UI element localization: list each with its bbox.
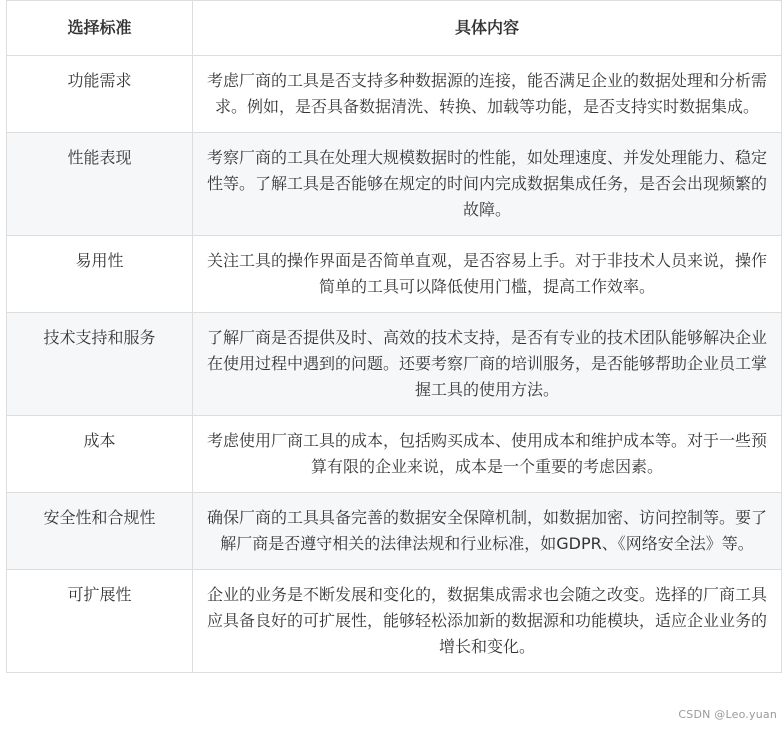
table-header xyxy=(7,1,782,56)
table-row xyxy=(7,56,782,133)
table-row xyxy=(7,133,782,236)
table-row xyxy=(7,416,782,493)
content-cell: 了解厂商是否提供及时、高效的技术支持，是否有专业的技术团队能够解决企业在使用过程中遇到的问题。还要考察厂商的培训服务，是否能够帮助企业员工掌握工具的使用方法。 xyxy=(193,313,782,416)
criterion-cell: 易用性 xyxy=(7,236,193,313)
selection-criteria-table xyxy=(6,0,782,673)
content-cell: 企业的业务是不断发展和变化的，数据集成需求也会随之改变。选择的厂商工具应具备良好的可扩展性，能够轻松添加新的数据源和功能模块，适应企业业务的增长和变化。 xyxy=(193,570,782,673)
table-row xyxy=(7,313,782,416)
watermark: CSDN @Leo.yuan xyxy=(678,708,777,721)
content-cell: 确保厂商的工具具备完善的数据安全保障机制，如数据加密、访问控制等。要了解厂商是否遵守相关的法律法规和行业标准，如GDPR、《网络安全法》等。 xyxy=(193,493,782,570)
table-row xyxy=(7,493,782,570)
content-cell: 考察厂商的工具在处理大规模数据时的性能，如处理速度、并发处理能力、稳定性等。了解工具是否能够在规定的时间内完成数据集成任务，是否会出现频繁的故障。 xyxy=(193,133,782,236)
table-body xyxy=(7,56,782,673)
header-criterion: 选择标准 xyxy=(7,1,193,56)
criterion-cell: 性能表现 xyxy=(7,133,193,236)
header-content: 具体内容 xyxy=(193,1,782,56)
content-cell: 关注工具的操作界面是否简单直观，是否容易上手。对于非技术人员来说，操作简单的工具可以降低使用门槛，提高工作效率。 xyxy=(193,236,782,313)
table-row xyxy=(7,236,782,313)
criterion-cell: 功能需求 xyxy=(7,56,193,133)
criterion-cell: 可扩展性 xyxy=(7,570,193,673)
criterion-cell: 技术支持和服务 xyxy=(7,313,193,416)
criterion-cell: 安全性和合规性 xyxy=(7,493,193,570)
content-cell: 考虑厂商的工具是否支持多种数据源的连接，能否满足企业的数据处理和分析需求。例如，是否具备数据清洗、转换、加载等功能，是否支持实时数据集成。 xyxy=(193,56,782,133)
content-cell: 考虑使用厂商工具的成本，包括购买成本、使用成本和维护成本等。对于一些预算有限的企业来说，成本是一个重要的考虑因素。 xyxy=(193,416,782,493)
criterion-cell: 成本 xyxy=(7,416,193,493)
header-row xyxy=(7,1,782,56)
table-row xyxy=(7,570,782,673)
